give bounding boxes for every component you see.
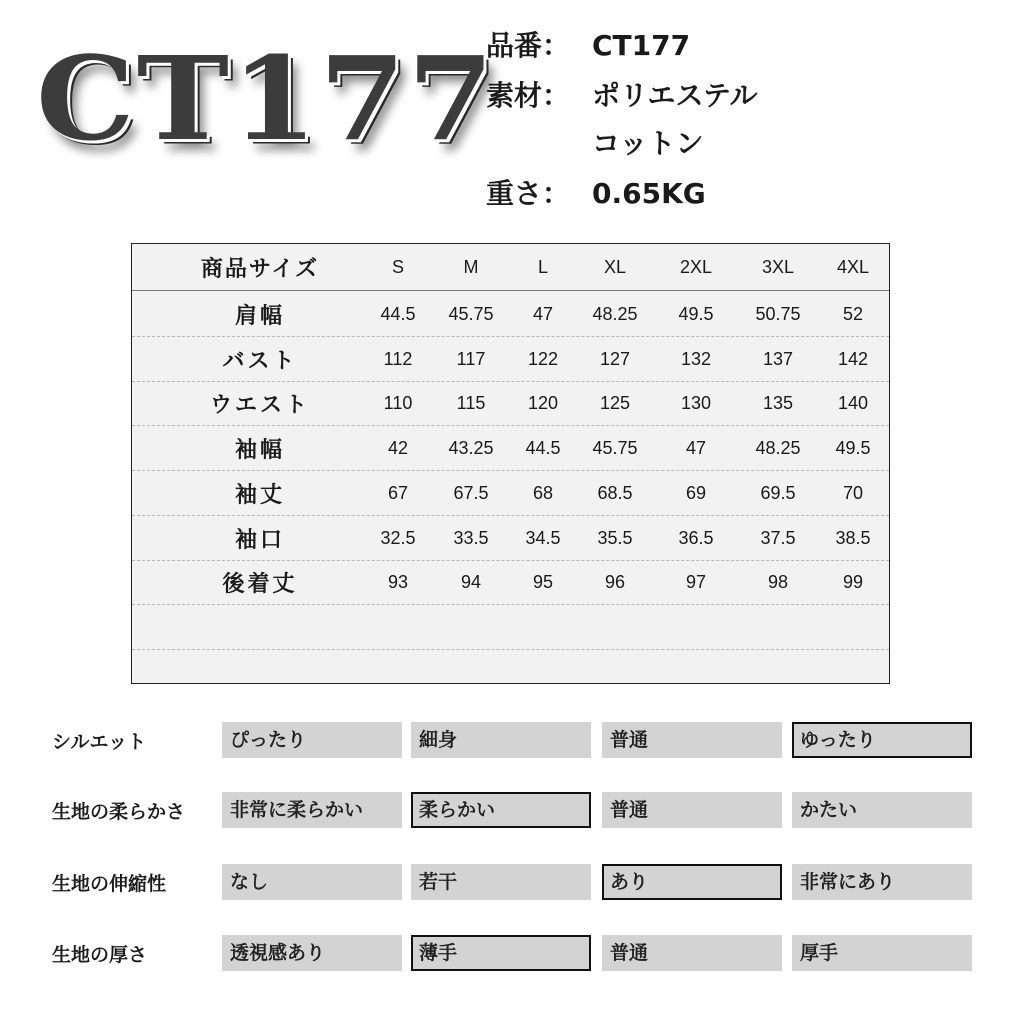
table-cell: 32.5	[380, 527, 416, 548]
row-label: バスト	[222, 348, 298, 374]
spec-value: CT177	[592, 29, 691, 62]
attribute-option: 普通	[602, 935, 782, 971]
table-cell: 45.75	[448, 303, 494, 324]
table-cell: 137	[762, 348, 794, 369]
table-row-back-length	[132, 560, 889, 605]
table-cell: 120	[527, 392, 559, 413]
attribute-row-thickness	[0, 935, 1024, 975]
table-cell: 45.75	[592, 437, 638, 458]
size-header-cell: 3XL	[761, 256, 795, 277]
table-row-cuff	[132, 516, 889, 561]
size-header-label: 商品サイズ	[200, 256, 320, 282]
attribute-label: 生地の厚さ	[52, 944, 148, 966]
table-cell: 50.75	[755, 303, 801, 324]
attribute-option: 細身	[411, 722, 591, 758]
row-label: 後着丈	[222, 571, 298, 597]
table-cell: 68	[532, 482, 554, 503]
table-row-shoulder	[132, 292, 889, 337]
table-cell: 69	[685, 482, 707, 503]
product-logo: CT177	[36, 32, 496, 167]
table-cell: 115	[456, 392, 486, 413]
table-cell: 34.5	[525, 527, 561, 548]
table-cell: 49.5	[678, 303, 714, 324]
size-header-cell: 4XL	[836, 256, 870, 277]
table-cell: 68.5	[597, 482, 633, 503]
table-cell: 47	[685, 437, 707, 458]
attribute-option: なし	[222, 864, 402, 900]
table-cell: 95	[532, 571, 554, 592]
spec-value: コットン	[592, 127, 704, 160]
row-label: ウエスト	[209, 392, 310, 418]
spec-label: 重さ：	[486, 177, 571, 210]
table-cell: 44.5	[380, 303, 416, 324]
attribute-option: ぴったり	[222, 722, 402, 758]
attribute-option: 非常にあり	[792, 864, 972, 900]
attribute-option: 非常に柔らかい	[222, 792, 402, 828]
spec-label: 品番：	[486, 29, 571, 62]
table-cell: 142	[837, 348, 869, 369]
attribute-option-selected: 薄手	[411, 935, 591, 971]
table-cell: 98	[767, 571, 789, 592]
attribute-option-selected: 柔らかい	[411, 792, 591, 828]
table-cell: 130	[680, 392, 712, 413]
table-cell: 140	[837, 392, 869, 413]
attribute-row-silhouette	[0, 722, 1024, 762]
attribute-option-selected: あり	[602, 864, 782, 900]
attribute-option: 透視感あり	[222, 935, 402, 971]
table-cell: 110	[383, 392, 413, 413]
attribute-option-selected: ゆったり	[792, 722, 972, 758]
size-header-cell: S	[391, 256, 404, 277]
table-cell: 69.5	[760, 482, 796, 503]
table-cell: 135	[762, 392, 794, 413]
table-cell: 35.5	[597, 527, 633, 548]
table-cell: 48.25	[592, 303, 638, 324]
table-cell: 70	[842, 482, 864, 503]
attribute-row-softness	[0, 792, 1024, 832]
size-table	[131, 243, 890, 684]
table-cell: 127	[599, 348, 631, 369]
size-header-cell: M	[463, 256, 479, 277]
size-table-header	[132, 244, 889, 291]
table-cell: 94	[460, 571, 482, 592]
table-cell: 44.5	[525, 437, 561, 458]
table-cell: 117	[456, 348, 486, 369]
table-cell: 93	[387, 571, 409, 592]
attribute-option: 普通	[602, 792, 782, 828]
attribute-label: 生地の柔らかさ	[52, 801, 186, 823]
table-cell: 43.25	[448, 437, 494, 458]
size-header-cell: 2XL	[679, 256, 713, 277]
row-label: 袖口	[234, 527, 285, 553]
table-cell: 122	[527, 348, 559, 369]
size-header-cell: XL	[603, 256, 627, 277]
table-cell: 132	[680, 348, 712, 369]
spec-label: 素材：	[486, 79, 571, 112]
spec-value: ポリエステル	[592, 79, 758, 112]
attribute-label: 生地の伸縮性	[52, 873, 167, 895]
table-cell: 99	[842, 571, 864, 592]
table-cell: 47	[532, 303, 554, 324]
attribute-row-stretch	[0, 864, 1024, 904]
table-cell: 33.5	[453, 527, 489, 548]
table-cell: 48.25	[755, 437, 801, 458]
attribute-label: シルエット	[52, 731, 147, 753]
attribute-option: 普通	[602, 722, 782, 758]
table-cell: 42	[387, 437, 409, 458]
table-cell: 36.5	[678, 527, 714, 548]
table-cell: 67.5	[453, 482, 489, 503]
attribute-option: 厚手	[792, 935, 972, 971]
spec-value: 0.65KG	[592, 177, 706, 210]
size-header-cell: L	[537, 256, 548, 277]
table-cell: 125	[599, 392, 631, 413]
table-row-empty	[132, 605, 889, 650]
table-row-bust	[132, 337, 889, 382]
table-cell: 112	[383, 348, 413, 369]
table-row-sleeve-width	[132, 426, 889, 471]
table-cell: 97	[685, 571, 707, 592]
table-row-waist	[132, 381, 889, 426]
table-cell: 52	[842, 303, 864, 324]
table-cell: 67	[387, 482, 409, 503]
table-cell: 96	[604, 571, 626, 592]
table-cell: 49.5	[835, 437, 871, 458]
row-label: 袖幅	[234, 437, 285, 463]
attribute-option: かたい	[792, 792, 972, 828]
row-label: 袖丈	[234, 482, 285, 508]
row-label: 肩幅	[234, 303, 285, 329]
table-row-sleeve-length	[132, 471, 889, 516]
attribute-option: 若干	[411, 864, 591, 900]
table-cell: 37.5	[760, 527, 796, 548]
table-cell: 38.5	[835, 527, 871, 548]
